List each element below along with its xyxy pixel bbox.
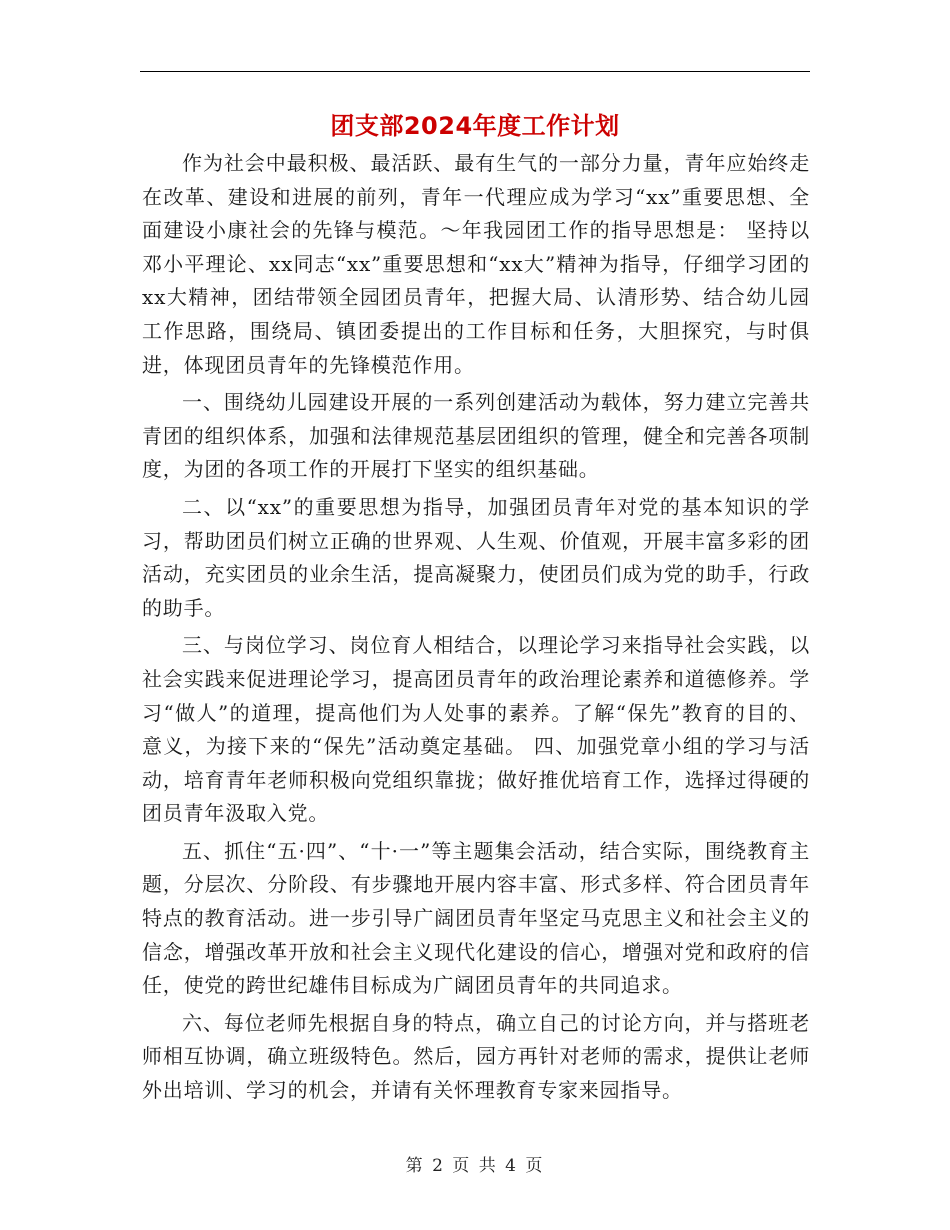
paragraph-item-6: 六、每位老师先根据自身的特点，确立自己的讨论方向，并与搭班老师相互协调，确立班级特色。然后，园方再针对老师的需求，提供让老师外出培训、学习的机会，并请有关怀理教育专家来园指导。	[142, 1010, 810, 1103]
paragraph-item-1: 一、围绕幼儿园建设开展的一系列创建活动为载体，努力建立完善共青团的组织体系，加强和法律规范基层团组织的管理，健全和完善各项制度，为团的各项工作的开展打下坚实的组织基础。	[142, 390, 810, 482]
page-number-footer: 第 2 页 共 4 页	[405, 1156, 545, 1176]
paragraph-item-2: 二、以“xx”的重要思想为指导，加强团员青年对党的基本知识的学习，帮助团员们树立正确的世界观、人生观、价值观，开展丰富多彩的团活动，充实团员的业余生活，提高凝聚力，使团员们成为党的助手，行政的助手。	[142, 494, 810, 620]
header-rule	[140, 71, 810, 72]
document-title: 团支部2024年度工作计划	[330, 112, 620, 140]
paragraph-intro: 作为社会中最积极、最活跃、最有生气的一部分力量，青年应始终走在改革、建设和进展的前列，青年一代理应成为学习“xx”重要思想、全面建设小康社会的先锋与模范。～年我园团工作的指导思想是： 坚持以邓小平理论、xx同志“xx”重要思想和“xx大”精神为指导，仔细学习团的xx大精神，团结带领全园团员青年，把握大局、认清形势、结合幼儿园工作思路，围绕局、镇团委提出的工作目标和任务，大胆探究，与时俱进，体现团员青年的先锋模范作用。	[142, 151, 810, 377]
document-body	[142, 147, 810, 1108]
paragraph-item-5: 五、抓住“五·四”、“十·一”等主题集会活动，结合实际，围绕教育主题，分层次、分阶段、有步骤地开展内容丰富、形式多样、符合团员青年特点的教育活动。进一步引导广阔团员青年坚定马克思主义和社会主义的信念，增强改革开放和社会主义现代化建设的信心，增强对党和政府的信任，使党的跨世纪雄伟目标成为广阔团员青年的共同追求。	[142, 838, 810, 998]
paragraph-item-3-4: 三、与岗位学习、岗位育人相结合，以理论学习来指导社会实践，以社会实践来促进理论学习，提高团员青年的政治理论素养和道德修养。学习“做人”的道理，提高他们为人处事的素养。了解“保先”教育的目的、意义，为接下来的“保先”活动奠定基础。 四、加强党章小组的学习与活动，培育青年老师积极向党组织靠拢；做好推优培育工作，选择过得硬的团员青年汲取入党。	[142, 633, 810, 826]
